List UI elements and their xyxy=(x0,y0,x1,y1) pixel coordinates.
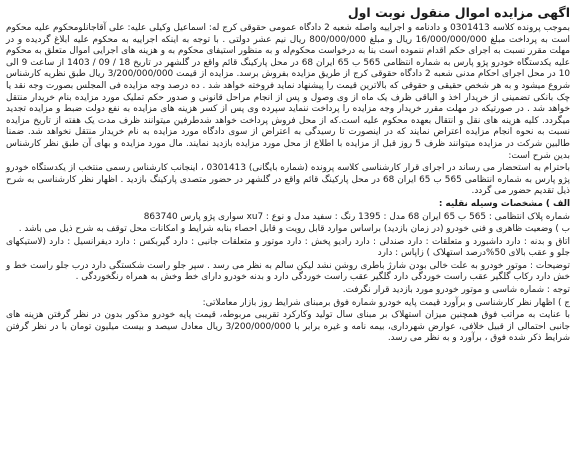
vehicle-parts-list: اتاق و بدنه : دارد داشبورد و متعلقات : دارد صندلی : دارد رادیو پخش : دارد موتور و متعلقات جانبی : دارد گیربکس : دارد دیفرانسیل : دارد (لاستیکهای جلو و عقب بالای 50%درصد استهلاک ) زاپاس : دارد xyxy=(6,236,570,259)
vehicle-specs: شماره پلاک انتظامی : 565 ب 65 ایران 68 مدل : 1395 رنگ : سفید مدل و نوع : xu7 سواری پژو پارس 863740 xyxy=(143,211,570,222)
valuation-heading: ج ) اظهار نظر کارشناسی و برآورد قیمت پایه خودرو شماره فوق برمبنای شرایط روز بازار معاملاتی: xyxy=(202,297,570,308)
expert-opinion-intro: باحترام به استحضار می رساند در اجرای قرار کارشناسی کلاسه پرونده (شماره بایگانی) 0301413 ، اینجانب کارشناس رسمی منتخب از یکدستگاه خودرو پژو پارس به شماره انتظامی 565 ب 65 ایران 68 در محل پارکینگ قائم واقع در گلشهر در حضور متصدی پارکینگ بازدید . اظهار نظر کارشناسی به شرح ذیل تقدیم حضور می گردد. xyxy=(6,163,570,197)
vehicle-damage-notes: توضیحات : موتور خودرو به علت خالی بودن شارژ باطری روشن نشد لیکن سالم به نظر می رسد . سپر جلو راست شکستگی دارد درب جلو راست خط و خش دارد رکاب گلگیر عقب راست خوردگی دارد گلگیر عقب راست خوردگی دارد و بدنه خودرو دارای خط وخش به همراه رنگخوردگی . xyxy=(6,260,570,283)
valuation-conclusion: با عنایت به مراتب فوق همچنین میزان استهلاک بر مبنای سال تولید وکارکرد تقریبی مربوطه، قیمت پایه خودرو مذکور بدون در نظر گرفتن هزینه های جانبی احتمالی از قبیل خلافی، عوارض شهرداری، بیمه نامه و غیره برابر با 3/200/000/000 ریال معادل سیصد و بیست میلیون تومان با در نظر گرفتن شرایط ذکر شده فوق ، برآورد و به نظر می رسد. xyxy=(6,310,570,344)
notice-title: اگهی مزایده اموال منقول نوبت اول xyxy=(347,5,570,20)
notice-body-paragraph: بموجب پرونده کلاسه 0301413 و دادنامه و اجراییه واصله شعبه 2 دادگاه عمومی حقوقی کرج له: اسماعیل وکیلی علیه: علی آقاجانلومحکوم علیه محکوم است به پرداخت مبلغ 16/000/000/000 ریال و مبلغ 800/000/000 ریال نیم عشر دولتی . با توجه به اینکه اجراییه به محکوم علیه ابلاغ گردیده و در مهلت مقرر نسبت به اجرای حکم اقدام ننموده است بنا به درخواست محکوم‌له و به منظور استیفای محکوم به و هزینه های اجرایی اموال متعلق به محکوم علیه یکدستگاه خودرو پژو پارس به شماره انتظامی 565 ب 65 ایران 68 در محل پارکینگ قائم واقع در گلشهر در تاریخ 18 / 09 / 1403 از ساعت 9 الی 10 در محل اجرای احکام مدنی شعبه 2 دادگاه حقوقی کرج از طریق مزایده بفروش برسد. مزایده از قیمت 3/200/000/000 ریال طبق نظریه کارشناس شروع میشود و به هر شخص حقیقی و حقوقی که بالاترین قیمت را پیشنهاد نماید فروخته خواهد شد . ده درصد وجه مزایده فی المجلس بصورت وجه نقد یا چک بانکی تضمینی از خریدار اخذ و الباقی ظرف یک ماه از وی وصول و پس از انجام مراحل قانونی و صدور حکم تملیک مورد مزایده بنام خریدار منتقل خواهد شد . در صورتیکه در مهلت مقرر خریدار وجه مزایده را پرداخت ننماید سپرده وی پس از کسر هزینه های مزایده به نفع دولت ضبط و مزایده تجدید میگردد. کلیه هزینه های نقل و انتقال بعهده محکوم علیه است.که از محل فروش پرداخت خواهد شدطرفین میتوانند ظرف مدت یک هفته از تاریخ مزایده نسبت به نحوه انجام مزایده اعتراض نمایند که در اینصورت تا رسیدگی به اعتراض از سوی دادگاه مورد مزایده به نام خریدار منتقل نخواهد شد. ضمنا طالبین شرکت در مزایده میتوانند ظرف 5 روز قبل از مزایده با اطلاع از محل مورد مزایده بازدید نمایند. مال مورد مزایده و بهای آن طبق نظر کارشناس بدین شرح است: xyxy=(6,23,571,161)
chassis-note: توجه : شماره شاسی و موتور خودرو مورد بازدید قرار نگرفت. xyxy=(342,285,570,296)
vehicle-specs-heading: الف ) مشخصات وسیله نقلیه : xyxy=(438,198,570,209)
vehicle-condition-heading: ب ) وضعیت ظاهری و فنی خودرو (در زمان بازدید) براساس موارد قابل رویت و قابل احصاء بنابه شرایط و امکانات محل توقف به شرح ذیل می باشد . xyxy=(18,224,570,235)
